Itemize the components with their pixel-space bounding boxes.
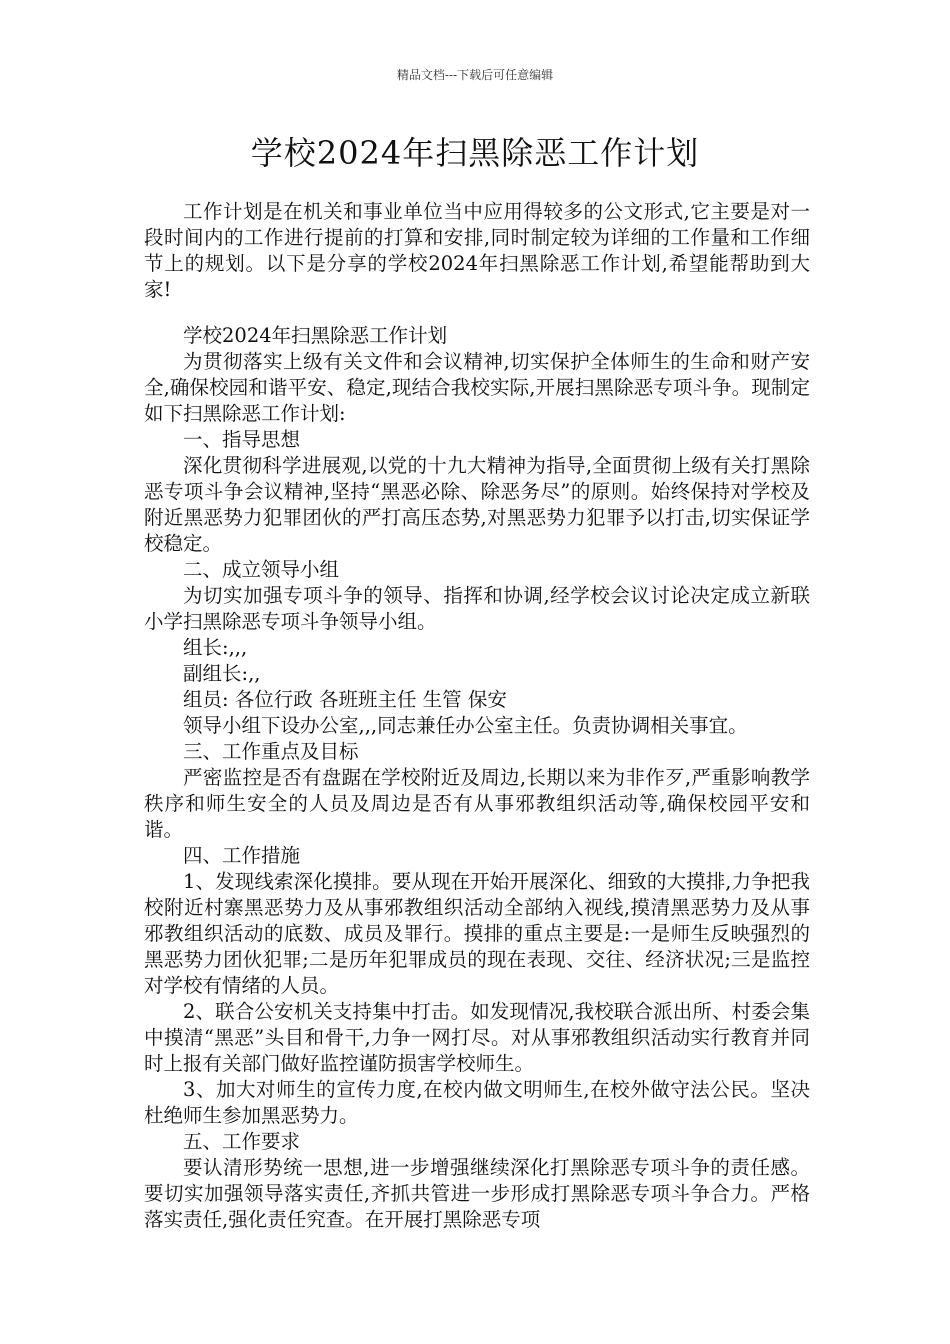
section-heading: 五、工作要求 — [183, 1130, 301, 1153]
body-paragraph: 为切实加强专项斗争的领导、指挥和协调,经学校会议讨论决定成立新联小学扫黑除恶专项斗争领导小组。 — [144, 584, 810, 633]
intro-section — [144, 199, 810, 303]
measure-item: 1、发现线索深化摸排。要从现在开始开展深化、细致的大摸排,力争把我校附近村寨黑恶势力及从事邪教组织活动全部纳入视线,摸清黑恶势力及从事邪教组织活动的底数、成员及罪行。摸排的重点主要是:一是师生反映强烈的黑恶势力团伙犯罪;二是历年犯罪成员的现在表现、交往、经济状况;三是监控对学校有情绪的人员。 — [144, 870, 810, 997]
body-paragraph: 为贯彻落实上级有关文件和会议精神,切实保护全体师生的生命和财产安全,确保校园和谐平安、稳定,现结合我校实际,开展扫黑除恶专项斗争。现制定如下扫黑除恶工作计划: — [144, 350, 810, 425]
members-line: 组员: 各位行政 各班班主任 生管 保安 — [183, 688, 507, 711]
header-note: 精品文档---下载后可任意编辑 — [396, 68, 554, 82]
section-heading: 一、指导思想 — [183, 428, 301, 451]
body-paragraph: 严密监控是否有盘踞在学校附近及周边,长期以来为非作歹,严重影响教学秩序和师生安全的人员及周边是否有从事邪教组织活动等,确保校园平安和谐。 — [144, 766, 810, 841]
body-paragraph: 深化贯彻科学进展观,以党的十九大精神为指导,全面贯彻上级有关打黑除恶专项斗争会议精神,坚持“黑恶必除、除恶务尽”的原则。始终保持对学校及附近黑恶势力犯罪团伙的严打高压态势,对黑恶势力犯罪予以打击,切实保证学校稳定。 — [144, 454, 810, 555]
section-heading: 二、成立领导小组 — [183, 558, 340, 581]
content-section — [144, 323, 810, 1233]
section-heading: 四、工作措施 — [183, 844, 301, 867]
measure-item: 2、联合公安机关支持集中打击。如发现情况,我校联合派出所、村委会集中摸清“黑恶”头目和骨干,力争一网打尽。对从事邪教组织活动实行教育并同时上报有关部门做好监控谨防损害学校师生。 — [144, 1000, 810, 1075]
intro-paragraph: 工作计划是在机关和事业单位当中应用得较多的公文形式,它主要是对一段时间内的工作进行提前的打算和安排,同时制定较为详细的工作量和工作细节上的规划。以下是分享的学校2024年扫黑除恶工作计划,希望能帮助到大家! — [144, 200, 810, 301]
measure-item: 3、加大对师生的宣传力度,在校内做文明师生,在校外做守法公民。坚决杜绝师生参加黑恶势力。 — [144, 1078, 810, 1127]
deputy-leader-line: 副组长:,, — [183, 662, 261, 685]
body-paragraph: 要认清形势统一思想,进一步增强继续深化打黑除恶专项斗争的责任感。要切实加强领导落实责任,齐抓共管进一步形成打黑除恶专项斗争合力。严格落实责任,强化责任究查。在开展打黑除恶专项 — [144, 1156, 810, 1231]
page-title: 学校2024年扫黑除恶工作计划 — [250, 134, 700, 172]
section-heading: 三、工作重点及目标 — [183, 740, 359, 763]
leader-line: 组长:,,, — [183, 636, 248, 659]
body-paragraph: 领导小组下设办公室,,,同志兼任办公室主任。负责协调相关事宜。 — [183, 714, 748, 737]
plan-title-paragraph: 学校2024年扫黑除恶工作计划 — [183, 324, 448, 347]
